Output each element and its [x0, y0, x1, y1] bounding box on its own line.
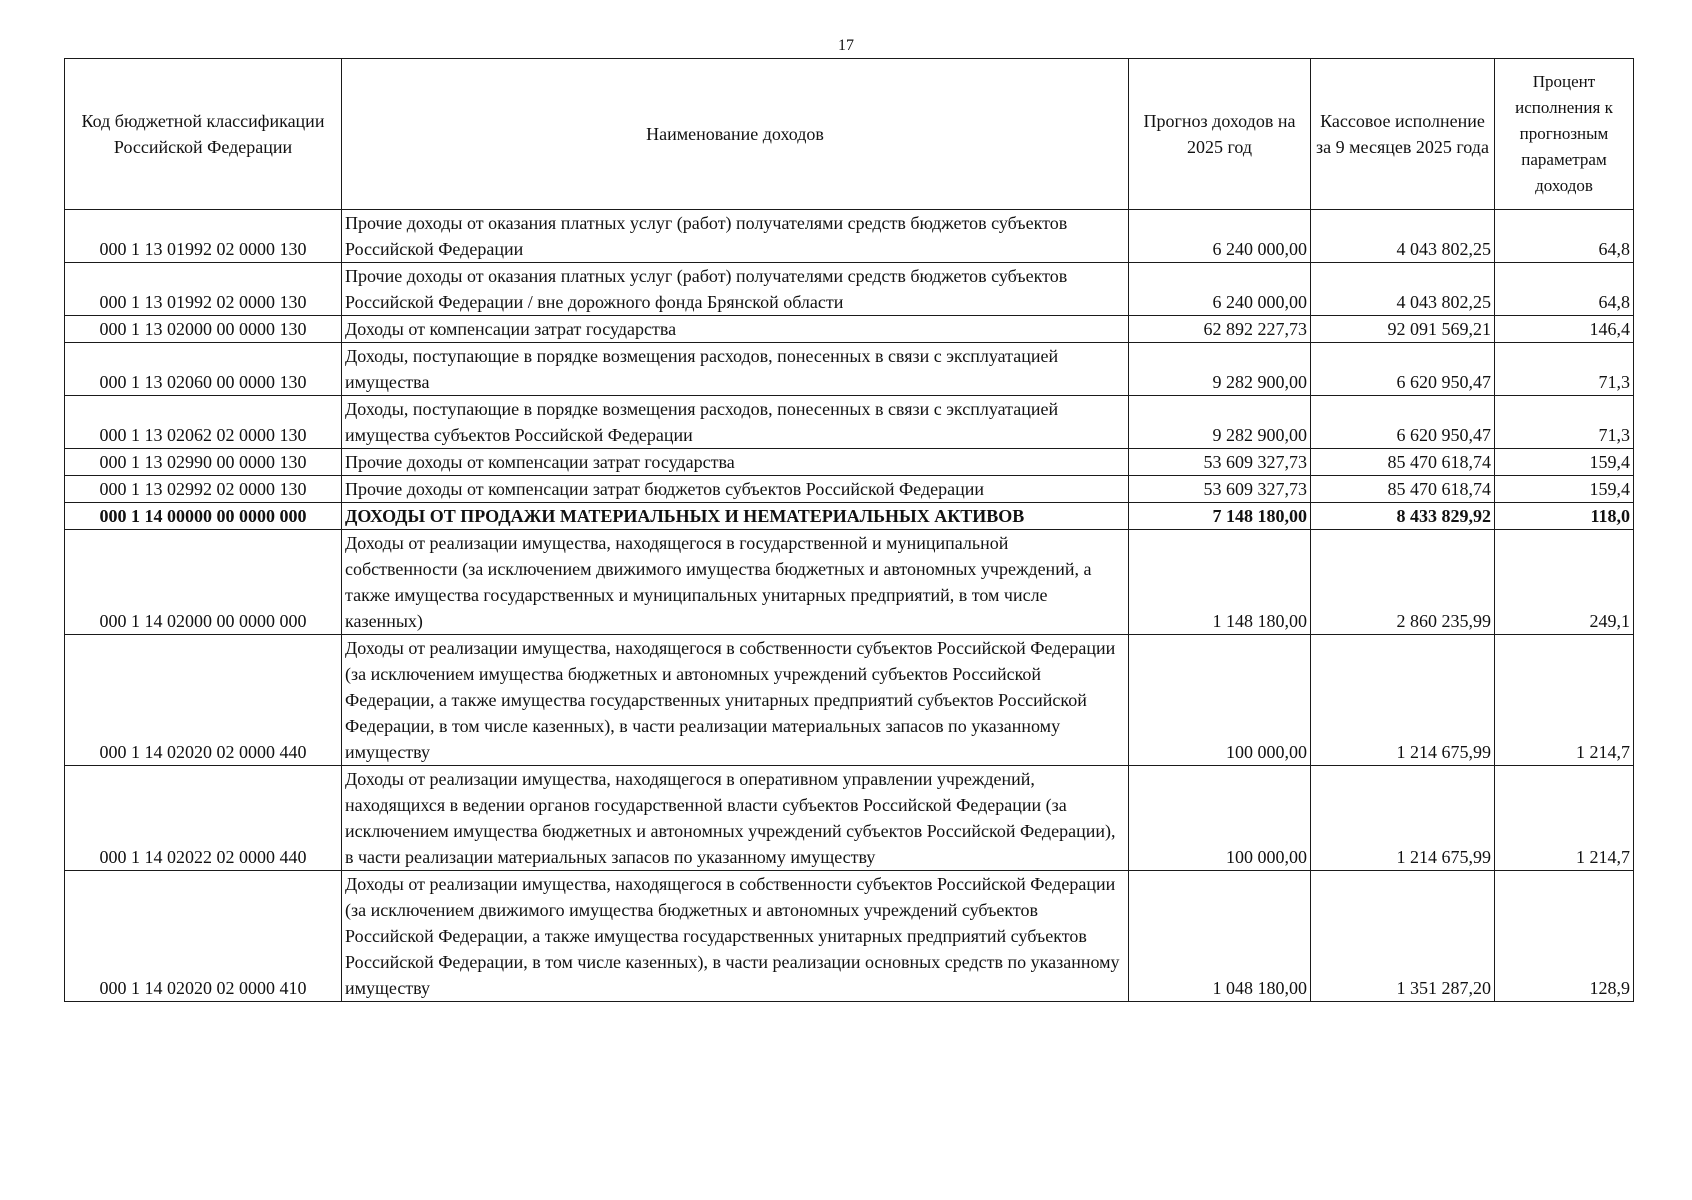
cell-percent: 64,8 — [1495, 210, 1634, 263]
cell-execution: 8 433 829,92 — [1311, 503, 1495, 530]
cell-execution: 85 470 618,74 — [1311, 476, 1495, 503]
table-row — [65, 316, 1634, 343]
table-row — [65, 476, 1634, 503]
cell-plan: 6 240 000,00 — [1129, 263, 1311, 316]
cell-name: ДОХОДЫ ОТ ПРОДАЖИ МАТЕРИАЛЬНЫХ И НЕМАТЕРИАЛЬНЫХ АКТИВОВ — [342, 503, 1129, 530]
cell-plan: 1 148 180,00 — [1129, 530, 1311, 635]
cell-plan: 62 892 227,73 — [1129, 316, 1311, 343]
revenue-table — [64, 58, 1634, 1002]
cell-execution: 1 214 675,99 — [1311, 635, 1495, 766]
cell-name: Доходы от реализации имущества, находящегося в оперативном управлении учреждений, находящихся в ведении органов государственной власти субъектов Российской Федерации (за исключением имущества бюджетных и автономных учреждений субъектов Российской Федерации), в части реализации материальных запасов по указанному имуществу — [342, 766, 1129, 871]
header-code: Код бюджетной классификации Российской Федерации — [65, 59, 342, 210]
cell-name: Доходы, поступающие в порядке возмещения расходов, понесенных в связи с эксплуатацией имущества — [342, 343, 1129, 396]
cell-code: 000 1 13 02062 02 0000 130 — [65, 396, 342, 449]
header-row — [65, 59, 1634, 210]
header-execution: Кассовое исполнение за 9 месяцев 2025 года — [1311, 59, 1495, 210]
cell-name: Прочие доходы от компенсации затрат государства — [342, 449, 1129, 476]
table-row — [65, 449, 1634, 476]
section-total-row — [65, 503, 1634, 530]
cell-name: Доходы от реализации имущества, находящегося в государственной и муниципальной собственности (за исключением движимого имущества бюджетных и автономных учреждений, а также имущества государственных и муниципальных унитарных предприятий, в том числе казенных) — [342, 530, 1129, 635]
table-row — [65, 635, 1634, 766]
cell-code: 000 1 13 01992 02 0000 130 — [65, 263, 342, 316]
cell-execution: 1 351 287,20 — [1311, 871, 1495, 1002]
header-name: Наименование доходов — [342, 59, 1129, 210]
table-row — [65, 766, 1634, 871]
cell-code: 000 1 13 01992 02 0000 130 — [65, 210, 342, 263]
table-row — [65, 396, 1634, 449]
cell-code: 000 1 13 02000 00 0000 130 — [65, 316, 342, 343]
table-body — [65, 210, 1634, 1002]
header-percent: Процент исполнения к прогнозным параметрам доходов — [1495, 59, 1634, 210]
cell-code: 000 1 13 02992 02 0000 130 — [65, 476, 342, 503]
table-row — [65, 530, 1634, 635]
cell-name: Доходы от компенсации затрат государства — [342, 316, 1129, 343]
cell-execution: 2 860 235,99 — [1311, 530, 1495, 635]
cell-percent: 71,3 — [1495, 343, 1634, 396]
cell-percent: 249,1 — [1495, 530, 1634, 635]
cell-plan: 53 609 327,73 — [1129, 449, 1311, 476]
page-number: 17 — [838, 37, 854, 54]
cell-plan: 9 282 900,00 — [1129, 343, 1311, 396]
cell-code: 000 1 14 02020 02 0000 410 — [65, 871, 342, 1002]
cell-execution: 4 043 802,25 — [1311, 263, 1495, 316]
cell-plan: 100 000,00 — [1129, 635, 1311, 766]
cell-execution: 6 620 950,47 — [1311, 396, 1495, 449]
cell-percent: 146,4 — [1495, 316, 1634, 343]
cell-execution: 6 620 950,47 — [1311, 343, 1495, 396]
cell-execution: 4 043 802,25 — [1311, 210, 1495, 263]
cell-name: Доходы, поступающие в порядке возмещения расходов, понесенных в связи с эксплуатацией имущества субъектов Российской Федерации — [342, 396, 1129, 449]
header-plan: Прогноз доходов на 2025 год — [1129, 59, 1311, 210]
cell-plan: 7 148 180,00 — [1129, 503, 1311, 530]
cell-percent: 118,0 — [1495, 503, 1634, 530]
cell-plan: 53 609 327,73 — [1129, 476, 1311, 503]
cell-name: Прочие доходы от оказания платных услуг (работ) получателями средств бюджетов субъектов Российской Федерации / вне дорожного фонда Брянской области — [342, 263, 1129, 316]
cell-percent: 1 214,7 — [1495, 766, 1634, 871]
cell-percent: 64,8 — [1495, 263, 1634, 316]
table-header — [65, 59, 1634, 210]
cell-plan: 100 000,00 — [1129, 766, 1311, 871]
cell-execution: 1 214 675,99 — [1311, 766, 1495, 871]
cell-name: Прочие доходы от оказания платных услуг (работ) получателями средств бюджетов субъектов Российской Федерации — [342, 210, 1129, 263]
cell-plan: 6 240 000,00 — [1129, 210, 1311, 263]
cell-name: Прочие доходы от компенсации затрат бюджетов субъектов Российской Федерации — [342, 476, 1129, 503]
cell-percent: 159,4 — [1495, 449, 1634, 476]
cell-code: 000 1 14 02000 00 0000 000 — [65, 530, 342, 635]
table-row — [65, 343, 1634, 396]
cell-code: 000 1 14 02020 02 0000 440 — [65, 635, 342, 766]
cell-code: 000 1 13 02060 00 0000 130 — [65, 343, 342, 396]
cell-plan: 1 048 180,00 — [1129, 871, 1311, 1002]
cell-execution: 92 091 569,21 — [1311, 316, 1495, 343]
table-row — [65, 210, 1634, 263]
cell-name: Доходы от реализации имущества, находящегося в собственности субъектов Российской Федерации (за исключением движимого имущества бюджетных и автономных учреждений субъектов Российской Федерации, а также имущества государственных унитарных предприятий субъектов Российской Федерации, в том числе казенных), в части реализации основных средств по указанному имуществу — [342, 871, 1129, 1002]
cell-percent: 1 214,7 — [1495, 635, 1634, 766]
cell-plan: 9 282 900,00 — [1129, 396, 1311, 449]
cell-name: Доходы от реализации имущества, находящегося в собственности субъектов Российской Федерации (за исключением имущества бюджетных и автономных учреждений субъектов Российской Федерации, а также имущества государственных унитарных предприятий субъектов Российской Федерации, в том числе казенных), в части реализации материальных запасов по указанному имуществу — [342, 635, 1129, 766]
cell-execution: 85 470 618,74 — [1311, 449, 1495, 476]
cell-code: 000 1 14 00000 00 0000 000 — [65, 503, 342, 530]
cell-code: 000 1 14 02022 02 0000 440 — [65, 766, 342, 871]
table-row — [65, 871, 1634, 1002]
cell-percent: 128,9 — [1495, 871, 1634, 1002]
cell-percent: 159,4 — [1495, 476, 1634, 503]
cell-percent: 71,3 — [1495, 396, 1634, 449]
cell-code: 000 1 13 02990 00 0000 130 — [65, 449, 342, 476]
table-row — [65, 263, 1634, 316]
